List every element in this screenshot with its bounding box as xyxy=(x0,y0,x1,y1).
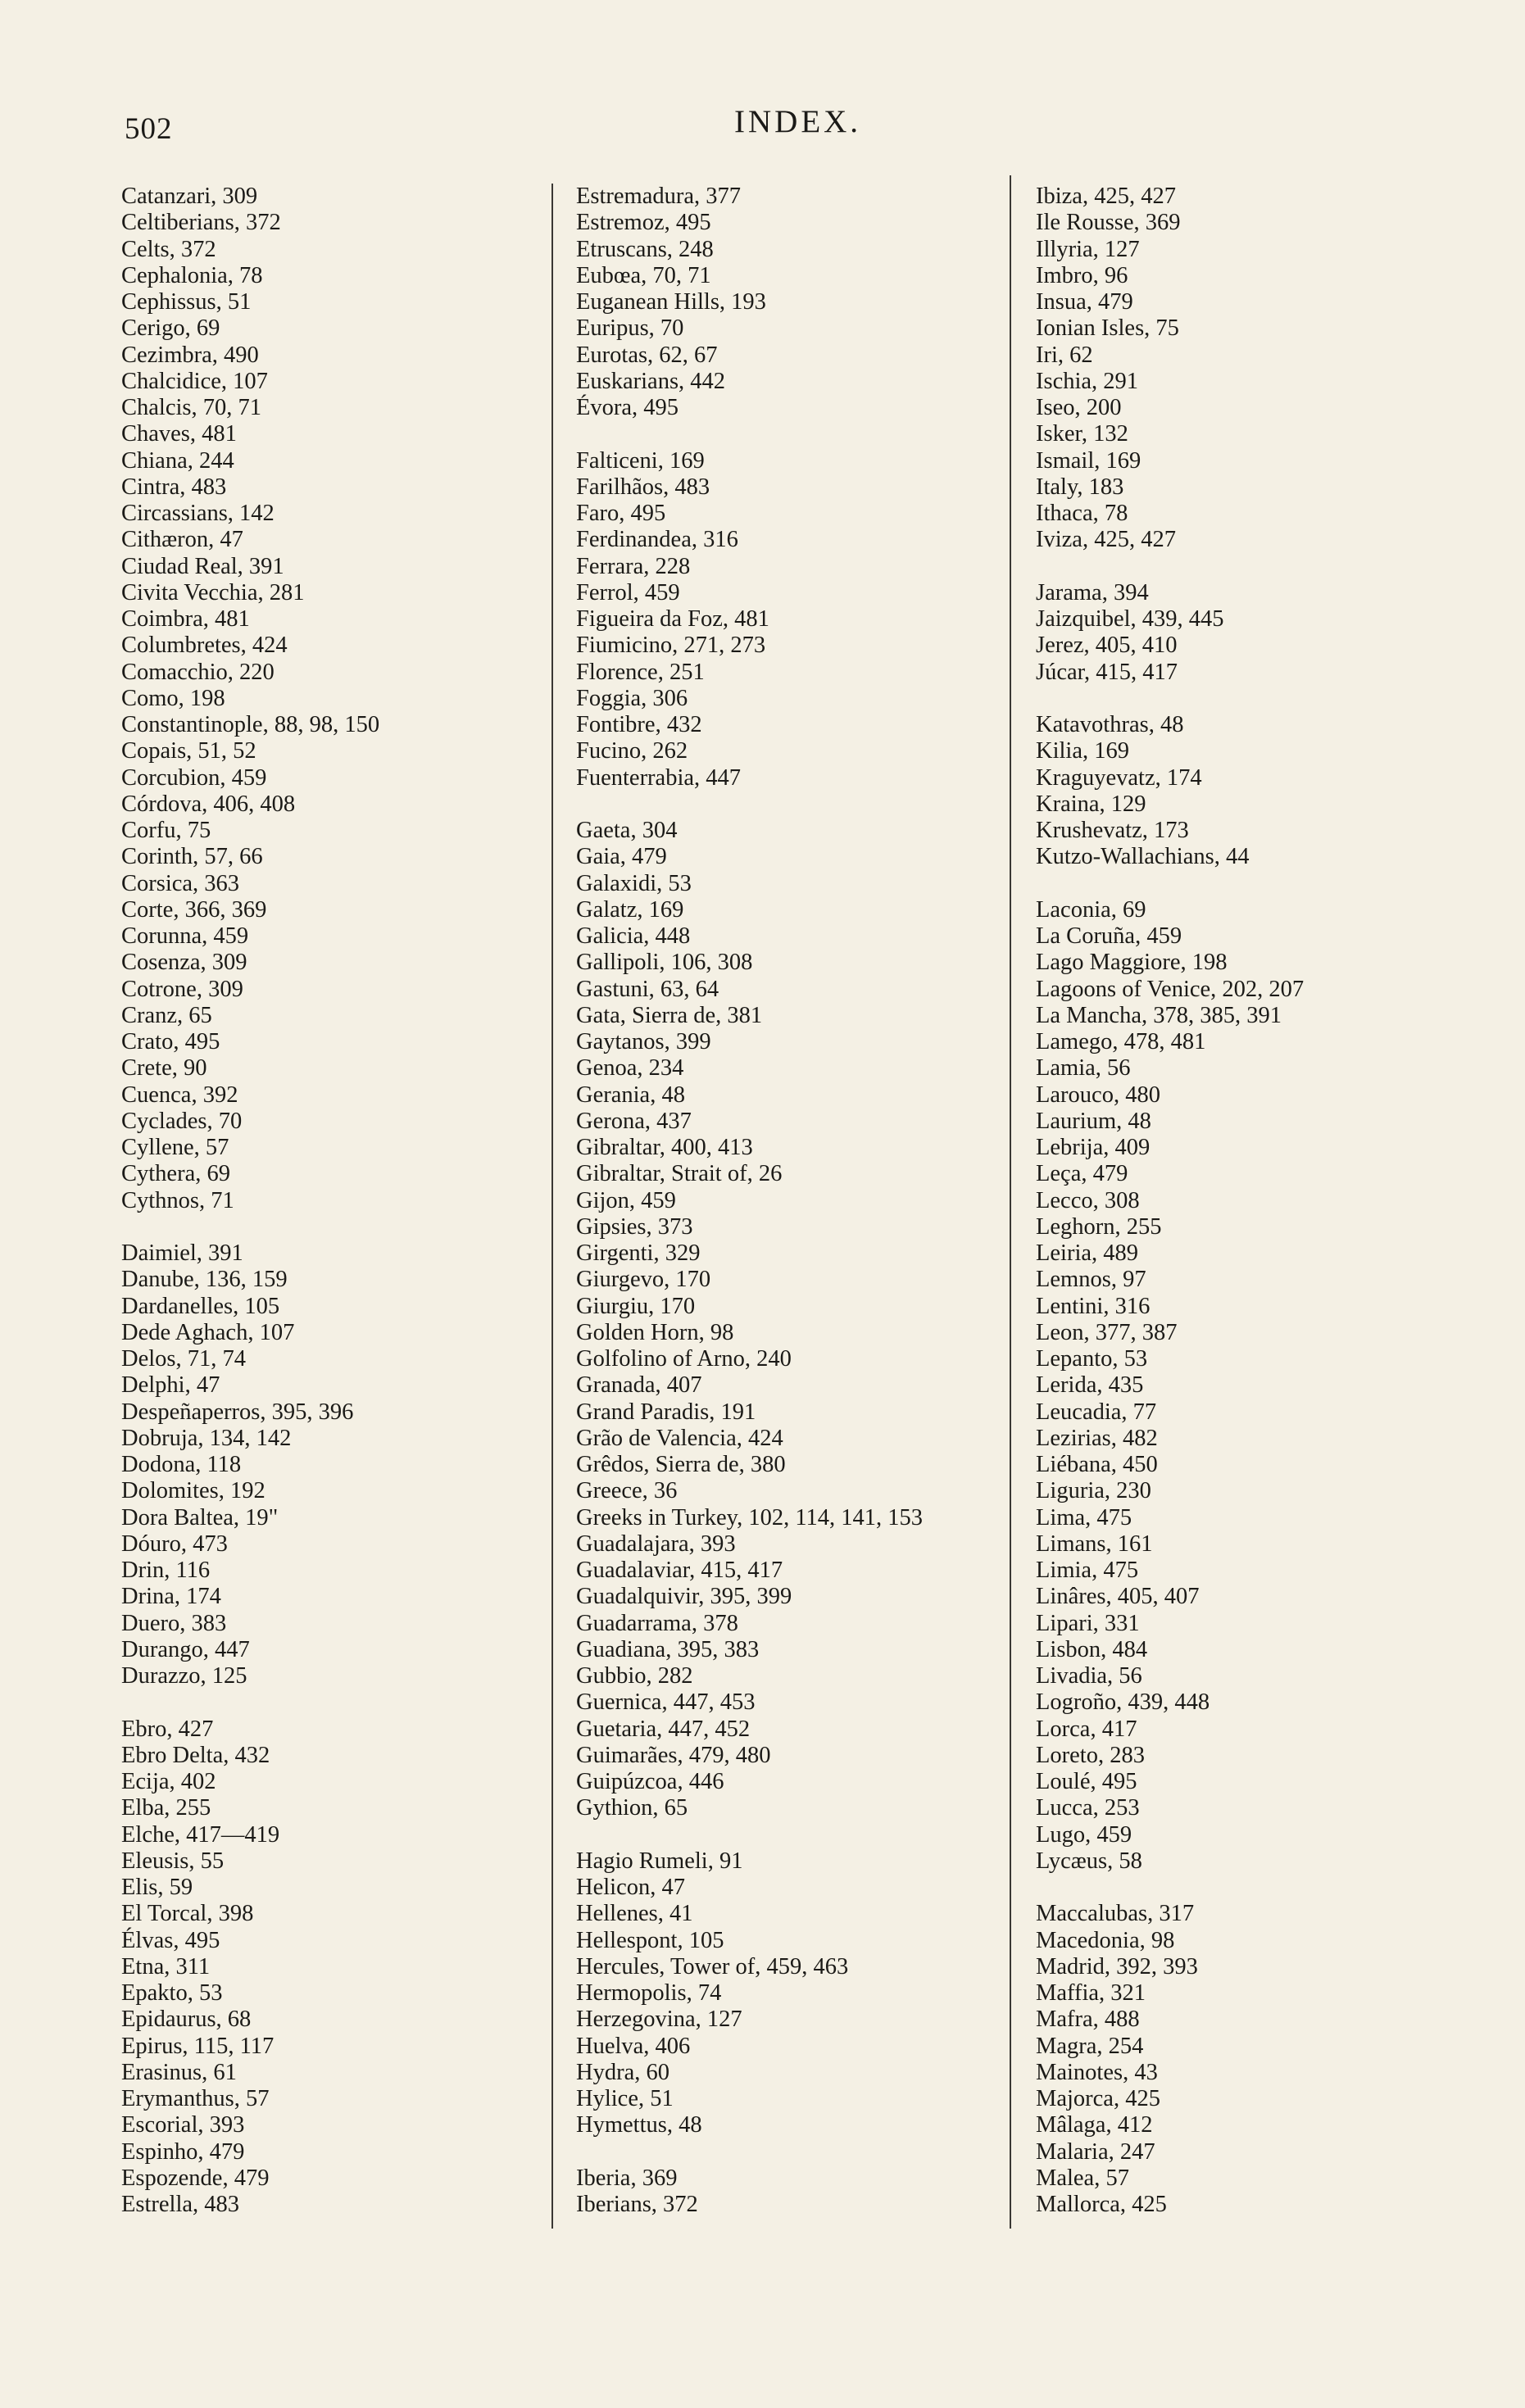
index-entry: Magra, 254 xyxy=(1036,2033,1144,2059)
index-entry: Iberians, 372 xyxy=(576,2192,698,2217)
index-entry: Madrid, 392, 393 xyxy=(1036,1953,1198,1979)
index-entry: Liguria, 230 xyxy=(1036,1478,1151,1504)
index-entry: Coimbra, 481 xyxy=(121,606,250,632)
index-entry: Galatz, 169 xyxy=(576,896,684,923)
index-entry: Lycæus, 58 xyxy=(1036,1848,1142,1874)
index-entry: Illyria, 127 xyxy=(1036,236,1140,262)
index-entry: Kilia, 169 xyxy=(1036,738,1129,764)
index-entry: Katavothras, 48 xyxy=(1036,712,1184,737)
index-entry: Catanzari, 309 xyxy=(121,184,258,209)
index-entry: Gata, Sierra de, 381 xyxy=(576,1002,763,1028)
index-entry: Falticeni, 169 xyxy=(576,447,705,474)
index-entry: Danube, 136, 159 xyxy=(121,1267,288,1293)
index-entry: Circassians, 142 xyxy=(121,501,275,526)
index-entry: Crato, 495 xyxy=(121,1029,220,1054)
index-entry: Cyllene, 57 xyxy=(121,1135,229,1160)
index-entry: Erymanthus, 57 xyxy=(121,2086,270,2111)
index-entry: Lipari, 331 xyxy=(1036,1610,1140,1636)
index-entry: Guetaria, 447, 452 xyxy=(576,1716,751,1742)
index-entry: Cotrone, 309 xyxy=(121,976,243,1002)
index-entry: Fiumicino, 271, 273 xyxy=(576,633,766,659)
index-entry: Chaves, 481 xyxy=(121,421,237,447)
index-entry: Cintra, 483 xyxy=(121,474,227,500)
index-entry: Kraina, 129 xyxy=(1036,791,1146,817)
index-entry: Guadalajara, 393 xyxy=(576,1531,736,1557)
index-entry: Gaytanos, 399 xyxy=(576,1029,711,1054)
index-entry: Cephalonia, 78 xyxy=(121,262,263,288)
index-entry: Júcar, 415, 417 xyxy=(1036,659,1178,685)
section-gap xyxy=(121,1214,379,1240)
index-entry: Elche, 417—419 xyxy=(121,1821,280,1848)
index-entry: Fucino, 262 xyxy=(576,738,688,764)
index-entry: Mafra, 488 xyxy=(1036,2007,1140,2033)
index-entry: Comacchio, 220 xyxy=(121,659,275,685)
index-entry: Genoa, 234 xyxy=(576,1055,684,1082)
index-entry: Lago Maggiore, 198 xyxy=(1036,950,1228,976)
index-entry: Gaia, 479 xyxy=(576,844,667,870)
index-entry: Gerona, 437 xyxy=(576,1108,692,1134)
index-entry: Hymettus, 48 xyxy=(576,2112,702,2138)
index-entry: Ferdinandea, 316 xyxy=(576,527,738,553)
index-entry: Lamego, 478, 481 xyxy=(1036,1029,1206,1054)
index-entry: Eleusis, 55 xyxy=(121,1848,225,1874)
index-entry: Crete, 90 xyxy=(121,1055,207,1082)
index-entry: Jarama, 394 xyxy=(1036,579,1149,605)
index-entry: Golden Horn, 98 xyxy=(576,1319,734,1345)
index-entry: Limia, 475 xyxy=(1036,1558,1139,1583)
index-entry: Ile Rousse, 369 xyxy=(1036,210,1181,236)
index-entry: Delos, 71, 74 xyxy=(121,1346,246,1372)
index-entry: Larouco, 480 xyxy=(1036,1082,1160,1108)
index-entry: Lucca, 253 xyxy=(1036,1795,1140,1821)
index-entry: Faro, 495 xyxy=(576,501,666,526)
index-entry: Majorca, 425 xyxy=(1036,2086,1160,2111)
index-entry: Despeñaperros, 395, 396 xyxy=(121,1399,354,1425)
index-entry: Iviza, 425, 427 xyxy=(1036,527,1176,553)
index-entry: Leon, 377, 387 xyxy=(1036,1319,1178,1345)
index-entry: Fontibre, 432 xyxy=(576,712,702,737)
index-entry: Cyclades, 70 xyxy=(121,1108,243,1134)
index-entry: Guadalquivir, 395, 399 xyxy=(576,1584,792,1610)
index-entry: Jerez, 405, 410 xyxy=(1036,633,1178,659)
index-entry: Herzegovina, 127 xyxy=(576,2007,742,2033)
index-entry: Drin, 116 xyxy=(121,1558,211,1583)
index-entry: El Torcal, 398 xyxy=(121,1901,254,1927)
index-entry: Giurgiu, 170 xyxy=(576,1293,696,1319)
index-entry: Hellenes, 41 xyxy=(576,1901,693,1927)
index-entry: La Coruña, 459 xyxy=(1036,923,1182,949)
index-entry: Cythera, 69 xyxy=(121,1161,230,1187)
index-entry: Guadalaviar, 415, 417 xyxy=(576,1558,783,1583)
index-entry: Maffia, 321 xyxy=(1036,1980,1146,2006)
index-entry: Cosenza, 309 xyxy=(121,950,247,976)
index-column-1 xyxy=(121,184,379,2218)
index-entry: Chiana, 244 xyxy=(121,447,234,474)
index-entry: Gubbio, 282 xyxy=(576,1663,693,1689)
index-entry: Celtiberians, 372 xyxy=(121,210,281,236)
index-entry: Duero, 383 xyxy=(121,1610,227,1636)
index-entry: Grêdos, Sierra de, 380 xyxy=(576,1452,786,1477)
index-entry: Lemnos, 97 xyxy=(1036,1267,1146,1293)
index-entry: Leucadia, 77 xyxy=(1036,1399,1157,1425)
section-gap xyxy=(1036,871,1304,897)
index-entry: Lerida, 435 xyxy=(1036,1372,1144,1399)
index-entry: Delphi, 47 xyxy=(121,1372,220,1399)
index-entry: Constantinople, 88, 98, 150 xyxy=(121,712,380,737)
index-entry: Córdova, 406, 408 xyxy=(121,791,296,817)
page-title: INDEX. xyxy=(734,104,862,139)
index-entry: Gythion, 65 xyxy=(576,1795,688,1821)
page-number: 502 xyxy=(125,112,173,146)
index-entry: La Mancha, 378, 385, 391 xyxy=(1036,1002,1282,1028)
index-entry: Iseo, 200 xyxy=(1036,395,1122,420)
index-entry: Durango, 447 xyxy=(121,1636,250,1662)
index-entry: Lebrija, 409 xyxy=(1036,1135,1151,1160)
index-entry: Lorca, 417 xyxy=(1036,1716,1137,1742)
index-entry: Dede Aghach, 107 xyxy=(121,1319,295,1345)
index-entry: Etruscans, 248 xyxy=(576,236,714,262)
index-entry: Lamia, 56 xyxy=(1036,1055,1131,1082)
index-entry: Hercules, Tower of, 459, 463 xyxy=(576,1953,849,1979)
index-entry: Eurotas, 62, 67 xyxy=(576,342,718,368)
index-entry: Isker, 132 xyxy=(1036,421,1128,447)
index-entry: Figueira da Foz, 481 xyxy=(576,606,769,632)
index-entry: Livadia, 56 xyxy=(1036,1663,1142,1689)
index-entry: Corte, 366, 369 xyxy=(121,896,267,923)
index-entry: Chalcidice, 107 xyxy=(121,368,268,394)
index-entry: Corinth, 57, 66 xyxy=(121,844,263,870)
index-entry: Greece, 36 xyxy=(576,1478,678,1504)
section-gap xyxy=(576,421,923,447)
index-entry: Iberia, 369 xyxy=(576,2165,678,2191)
index-entry: Cranz, 65 xyxy=(121,1002,212,1028)
index-entry: Ferrara, 228 xyxy=(576,553,691,579)
index-entry: Corfu, 75 xyxy=(121,818,211,843)
index-entry: Erasinus, 61 xyxy=(121,2059,237,2085)
section-gap xyxy=(576,2139,923,2165)
index-entry: Guimarães, 479, 480 xyxy=(576,1742,771,1768)
index-entry: Durazzo, 125 xyxy=(121,1663,247,1689)
index-entry: Limans, 161 xyxy=(1036,1531,1153,1557)
index-entry: Espozende, 479 xyxy=(121,2165,270,2191)
index-entry: Ithaca, 78 xyxy=(1036,501,1128,526)
index-entry: Lima, 475 xyxy=(1036,1504,1132,1531)
index-entry: Farilhãos, 483 xyxy=(576,474,710,500)
index-entry: Espinho, 479 xyxy=(121,2138,245,2165)
index-entry: Dora Baltea, 19" xyxy=(121,1504,279,1531)
index-entry: Euganean Hills, 193 xyxy=(576,289,766,315)
index-entry: Gallipoli, 106, 308 xyxy=(576,950,753,976)
index-entry: Hylice, 51 xyxy=(576,2086,674,2111)
index-entry: Corunna, 459 xyxy=(121,923,249,949)
index-entry: Ecija, 402 xyxy=(121,1769,216,1794)
index-entry: Lagoons of Venice, 202, 207 xyxy=(1036,976,1305,1002)
index-entry: Galaxidi, 53 xyxy=(576,870,692,896)
index-entry: Golfolino of Arno, 240 xyxy=(576,1346,792,1372)
section-gap xyxy=(121,1689,379,1716)
index-entry: Lugo, 459 xyxy=(1036,1821,1132,1848)
index-entry: Dodona, 118 xyxy=(121,1452,242,1477)
index-entry: Laconia, 69 xyxy=(1036,896,1146,923)
index-entry: Corcubion, 459 xyxy=(121,764,267,791)
index-entry: Loreto, 283 xyxy=(1036,1742,1145,1768)
index-entry: Ebro, 427 xyxy=(121,1716,214,1742)
index-entry: Cephissus, 51 xyxy=(121,289,252,315)
index-entry: Dobruja, 134, 142 xyxy=(121,1425,292,1451)
index-entry: Cuenca, 392 xyxy=(121,1082,238,1108)
index-entry: Cythnos, 71 xyxy=(121,1187,234,1213)
index-entry: Ismail, 169 xyxy=(1036,447,1141,474)
index-entry: Guadiana, 395, 383 xyxy=(576,1636,760,1662)
index-entry: Hagio Rumeli, 91 xyxy=(576,1848,743,1874)
index-entry: Laurium, 48 xyxy=(1036,1108,1151,1134)
index-entry: Jaizquibel, 439, 445 xyxy=(1036,606,1224,632)
index-entry: Liébana, 450 xyxy=(1036,1452,1158,1477)
index-entry: Grão de Valencia, 424 xyxy=(576,1425,783,1451)
index-entry: Eubœa, 70, 71 xyxy=(576,262,711,288)
index-entry: Insua, 479 xyxy=(1036,289,1133,315)
index-entry: Grand Paradis, 191 xyxy=(576,1399,756,1425)
index-entry: Gijon, 459 xyxy=(576,1187,676,1213)
index-entry: Leghorn, 255 xyxy=(1036,1213,1162,1240)
index-entry: Imbro, 96 xyxy=(1036,262,1128,288)
index-entry: Corsica, 363 xyxy=(121,870,240,896)
index-entry: Copais, 51, 52 xyxy=(121,738,256,764)
index-entry: Estremadura, 377 xyxy=(576,184,742,209)
index-entry: Lisbon, 484 xyxy=(1036,1636,1148,1662)
index-entry: Chalcis, 70, 71 xyxy=(121,395,261,420)
index-entry: Drina, 174 xyxy=(121,1584,221,1610)
index-entry: Epakto, 53 xyxy=(121,1980,223,2006)
index-entry: Elba, 255 xyxy=(121,1795,211,1821)
index-entry: Maccalubas, 317 xyxy=(1036,1901,1195,1927)
index-entry: Epirus, 115, 117 xyxy=(121,2033,275,2059)
index-entry: Gibraltar, 400, 413 xyxy=(576,1135,753,1160)
index-entry: Lentini, 316 xyxy=(1036,1293,1151,1319)
index-entry: Huelva, 406 xyxy=(576,2033,691,2059)
index-entry: Italy, 183 xyxy=(1036,474,1124,500)
index-entry: Epidaurus, 68 xyxy=(121,2007,252,2033)
index-entry: Euripus, 70 xyxy=(576,315,684,342)
index-entry: Logroño, 439, 448 xyxy=(1036,1689,1210,1716)
index-entry: Mainotes, 43 xyxy=(1036,2059,1158,2085)
index-entry: Celts, 372 xyxy=(121,236,216,262)
index-entry: Kutzo-Wallachians, 44 xyxy=(1036,844,1250,870)
section-gap xyxy=(576,791,923,818)
index-entry: Élvas, 495 xyxy=(121,1927,220,1953)
index-entry: Galicia, 448 xyxy=(576,923,691,949)
index-entry: Dóuro, 473 xyxy=(121,1531,228,1557)
index-entry: Loulé, 495 xyxy=(1036,1769,1137,1794)
index-entry: Iri, 62 xyxy=(1036,342,1093,368)
index-entry: Ischia, 291 xyxy=(1036,368,1139,394)
index-entry: Gibraltar, Strait of, 26 xyxy=(576,1161,783,1187)
index-entry: Lecco, 308 xyxy=(1036,1187,1140,1213)
index-entry: Ebro Delta, 432 xyxy=(121,1742,270,1768)
index-entry: Foggia, 306 xyxy=(576,685,688,711)
index-entry: Lezirias, 482 xyxy=(1036,1425,1158,1451)
index-entry: Civita Vecchia, 281 xyxy=(121,579,305,605)
index-entry: Florence, 251 xyxy=(576,659,705,685)
index-entry: Greeks in Turkey, 102, 114, 141, 153 xyxy=(576,1504,924,1531)
index-entry: Kraguyevatz, 174 xyxy=(1036,764,1202,791)
index-entry: Gipsies, 373 xyxy=(576,1213,693,1240)
index-entry: Ciudad Real, 391 xyxy=(121,553,284,579)
section-gap xyxy=(1036,1875,1304,1901)
index-entry: Guadarrama, 378 xyxy=(576,1610,738,1636)
index-entry: Gaeta, 304 xyxy=(576,818,678,843)
index-entry: Ionian Isles, 75 xyxy=(1036,315,1179,342)
index-entry: Linâres, 405, 407 xyxy=(1036,1584,1200,1610)
index-entry: Ferrol, 459 xyxy=(576,579,680,605)
index-entry: Mâlaga, 412 xyxy=(1036,2112,1153,2138)
index-entry: Guipúzcoa, 446 xyxy=(576,1769,724,1794)
index-entry: Estrella, 483 xyxy=(121,2192,240,2217)
index-entry: Mallorca, 425 xyxy=(1036,2192,1167,2217)
index-entry: Cezimbra, 490 xyxy=(121,342,259,368)
index-entry: Ibiza, 425, 427 xyxy=(1036,184,1176,209)
index-entry: Leça, 479 xyxy=(1036,1161,1128,1187)
index-entry: Como, 198 xyxy=(121,685,225,711)
index-entry: Guernica, 447, 453 xyxy=(576,1689,756,1716)
index-entry: Girgenti, 329 xyxy=(576,1240,701,1266)
index-entry: Daimiel, 391 xyxy=(121,1240,243,1266)
index-entry: Gerania, 48 xyxy=(576,1082,685,1108)
index-entry: Macedonia, 98 xyxy=(1036,1927,1175,1953)
index-entry: Etna, 311 xyxy=(121,1953,211,1979)
section-gap xyxy=(576,1822,923,1848)
index-entry: Elis, 59 xyxy=(121,1875,193,1900)
section-gap xyxy=(1036,686,1304,712)
section-gap xyxy=(1036,554,1304,580)
index-entry: Granada, 407 xyxy=(576,1372,702,1399)
index-entry: Dardanelles, 105 xyxy=(121,1293,280,1319)
index-entry: Fuenterrabia, 447 xyxy=(576,764,742,791)
index-entry: Columbretes, 424 xyxy=(121,633,288,659)
index-entry: Leiria, 489 xyxy=(1036,1240,1139,1266)
index-entry: Cithæron, 47 xyxy=(121,527,243,553)
index-entry: Évora, 495 xyxy=(576,395,679,420)
index-entry: Escorial, 393 xyxy=(121,2112,245,2138)
index-entry: Dolomites, 192 xyxy=(121,1478,266,1504)
index-entry: Giurgevo, 170 xyxy=(576,1267,711,1293)
index-entry: Hellespont, 105 xyxy=(576,1927,724,1953)
index-entry: Hydra, 60 xyxy=(576,2059,669,2085)
index-column-2 xyxy=(576,184,923,2218)
index-entry: Helicon, 47 xyxy=(576,1875,685,1900)
index-entry: Gastuni, 63, 64 xyxy=(576,976,719,1002)
column-divider-2 xyxy=(1010,175,1011,2229)
index-entry: Hermopolis, 74 xyxy=(576,1980,722,2006)
index-entry: Malaria, 247 xyxy=(1036,2138,1155,2165)
index-entry: Krushevatz, 173 xyxy=(1036,818,1189,843)
index-column-3 xyxy=(1036,184,1304,2218)
index-entry: Estremoz, 495 xyxy=(576,210,711,236)
index-entry: Malea, 57 xyxy=(1036,2165,1129,2191)
column-divider-1 xyxy=(551,184,553,2229)
index-entry: Euskarians, 442 xyxy=(576,368,726,394)
index-entry: Lepanto, 53 xyxy=(1036,1346,1148,1372)
index-entry: Cerigo, 69 xyxy=(121,315,220,342)
